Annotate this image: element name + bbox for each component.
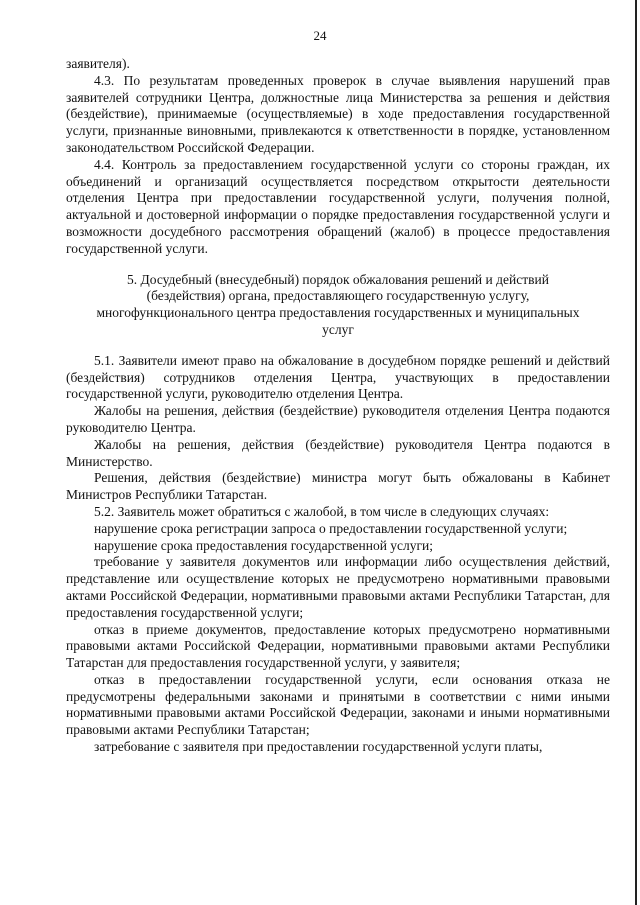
paragraph: 5.2. Заявитель может обратиться с жалобой, в том числе в следующих случаях: bbox=[94, 503, 550, 519]
paragraph: нарушение срока предоставления государственной услуги; bbox=[94, 537, 434, 553]
paragraph: нарушение срока регистрации запроса о предоставлении государственной услуги; bbox=[94, 520, 568, 536]
section-5-heading bbox=[66, 272, 610, 339]
paragraph: Решения, действия (бездействие) министра могут быть обжалованы в Кабинет Министров Республики Татарстан. bbox=[66, 470, 610, 503]
heading-line: услуг bbox=[322, 321, 354, 337]
paragraph: требование у заявителя документов или информации либо осуществления действий, представление или осуществление которых не предусмотрено нормативными правовыми актами Российской Федерации, нормативными правовыми актами Республики Татарстан, для предоставления государственной услуги; bbox=[66, 554, 610, 620]
heading-line: (бездействия) органа, предоставляющего государственную услугу, bbox=[146, 288, 530, 304]
paragraph: затребование с заявителя при предоставлении государственной услуги платы, bbox=[94, 739, 543, 755]
paragraph: Жалобы на решения, действия (бездействие) руководителя отделения Центра подаются руководителю Центра. bbox=[66, 403, 610, 435]
document-body bbox=[66, 56, 610, 756]
paragraph: 4.3. По результатам проведенных проверок в случае выявления нарушений прав заявителей сотрудники Центра, должностные лица Министерства за решения и действия (бездействие), принимаемые (осуществляемые) в ходе предоставления государственной услуги, признанные виновными, привлекаются к ответственности в порядке, установленном законодательством Российской Федерации. bbox=[66, 72, 610, 155]
paragraph: 5.1. Заявители имеют право на обжалование в досудебном порядке решений и действий (бездействия) сотрудников отделения Центра, участвующих в предоставлении государственной услуги, руководителю отделения Центра. bbox=[66, 352, 610, 402]
paragraphs-before-heading bbox=[66, 56, 610, 258]
page-number: 24 bbox=[313, 28, 327, 43]
paragraph: 4.4. Контроль за предоставлением государственной услуги со стороны граждан, их объединений и организаций осуществляется посредством открытости деятельности отделения Центра при предоставлении государственной услуги, получения полной, актуальной и достоверной информации о порядке предоставления государственной услуги и возможности досудебного рассмотрения обращений (жалоб) в процессе предоставления государственной услуги. bbox=[66, 156, 610, 256]
heading-line: 5. Досудебный (внесудебный) порядок обжалования решений и действий bbox=[127, 271, 549, 287]
heading-line: многофункционального центра предоставления государственных и муниципальных bbox=[96, 305, 580, 321]
paragraph: отказ в предоставлении государственной услуги, если основания отказа не предусмотрены федеральными законами и принятыми в соответствии с ними иными нормативными правовыми актами Российской Федерации, законами и иными нормативными правовыми актами Республики Татарстан; bbox=[66, 671, 610, 738]
paragraph: отказ в приеме документов, предоставление которых предусмотрено нормативными правовыми актами Российской Федерации, нормативными правовыми актами Республики Татарстан для предоставления государственной услуги, у заявителя; bbox=[66, 621, 610, 671]
scan-edge-line bbox=[635, 0, 637, 905]
paragraph: заявителя). bbox=[66, 56, 130, 71]
paragraph: Жалобы на решения, действия (бездействие) руководителя Центра подаются в Министерство. bbox=[66, 436, 610, 469]
paragraphs-after-heading bbox=[66, 353, 610, 756]
